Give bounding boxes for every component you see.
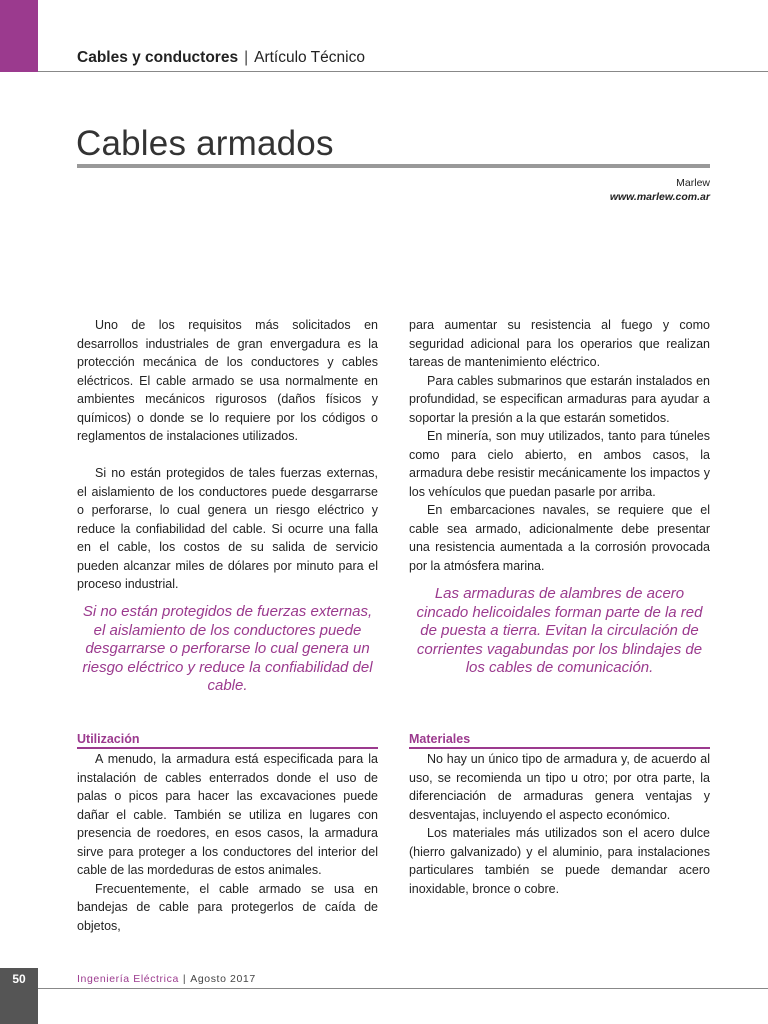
footer-magazine: Ingeniería Eléctrica bbox=[77, 973, 179, 985]
pull-quote-right: Las armaduras de alambres de acero cincado helicoidales forman parte de la red de puesta a tierra. Evitan la circulación de corrientes vagabundas por los blindajes de los cables de comunicación. bbox=[416, 585, 703, 676]
footer-issue: Agosto 2017 bbox=[190, 973, 256, 985]
paragraph: En embarcaciones navales, se requiere que el cable sea armado, adicionalmente debe presentar una resistencia aumentada a la corrosión provocada por la atmósfera marina. bbox=[409, 503, 710, 573]
author-block bbox=[610, 176, 710, 204]
paragraph: Los materiales más utilizados son el acero dulce (hierro galvanizado) y el aluminio, para instalaciones particulares también se puede demandar acero inoxidable, bronce o cobre. bbox=[409, 826, 710, 896]
materiales-body bbox=[409, 750, 710, 898]
running-footer bbox=[77, 973, 256, 985]
paragraph: No hay un único tipo de armadura y, de acuerdo al uso, se recomienda un tipo u otro; por otra parte, la diferenciación de armaduras genera ventajas y desventajas, incluyendo el aspecto económico. bbox=[409, 752, 710, 822]
paragraph: En minería, son muy utilizados, tanto para túneles como para cielo abierto, en ambos casos, la armadura debe resistir mecánicamente los impactos y los vehículos que puedan pasarle por arriba. bbox=[409, 429, 710, 499]
corner-accent-bar bbox=[0, 0, 38, 72]
utilizacion-body bbox=[77, 750, 378, 935]
paragraph: Si no están protegidos de tales fuerzas externas, el aislamiento de los conductores puede desgarrarse o perforarse, lo cual genera un riesgo eléctrico y reduce la confiabilidad del cable. Si ocurre una falla en el cable, los costos de su salida de servicio pueden alcanzar miles de dólares por minuto para el proceso industrial. bbox=[77, 466, 378, 591]
left-column bbox=[77, 316, 378, 594]
page-number: 50 bbox=[12, 972, 26, 986]
running-header bbox=[77, 49, 365, 67]
right-column bbox=[409, 316, 710, 575]
section-heading-materiales: Materiales bbox=[409, 732, 710, 749]
paragraph: A menudo, la armadura está especificada para la instalación de cables enterrados donde el uso de palas o picos para hacer las excavaciones puede dañar el cable. También se utiliza en lugares con presencia de roedores, en esos casos, la armadura sirve para proteger a los conductores del interior del cable de las mordeduras de estos animales. bbox=[77, 752, 378, 877]
paragraph: para aumentar su resistencia al fuego y como seguridad adicional para los operarios que realizan tareas de mantenimiento eléctrico. bbox=[409, 318, 710, 369]
section-heading-utilizacion: Utilización bbox=[77, 732, 378, 749]
header-separator: | bbox=[244, 49, 249, 66]
footer-separator: | bbox=[182, 973, 187, 985]
title-rule bbox=[77, 164, 710, 168]
paragraph: Para cables submarinos que estarán instalados en profundidad, se especifican armaduras para ayudar a soportar la presión a la que estarán sometidos. bbox=[409, 373, 710, 425]
author-website: www.marlew.com.ar bbox=[609, 191, 710, 203]
header-rule bbox=[38, 71, 768, 72]
footer-rule bbox=[38, 988, 768, 989]
pull-quote-left: Si no están protegidos de fuerzas externas, el aislamiento de los conductores puede desgarrarse o perforarse lo cual genera un riesgo eléctrico y reduce la confiabilidad del cable. bbox=[82, 603, 373, 694]
paragraph: Uno de los requisitos más solicitados en desarrollos industriales de gran envergadura es la protección mecánica de los conductores y cables eléctricos. El cable armado se usa normalmente en ambientes mecánicos rigurosos (daños físicos y químicos) o donde se lo requiere por los códigos o reglamentos de instalaciones utilizados. bbox=[77, 318, 378, 443]
paragraph: Frecuentemente, el cable armado se usa en bandejas de cable para protegerlos de caída de objetos, bbox=[77, 881, 378, 933]
author-name: Marlew bbox=[676, 177, 710, 189]
article-title: Cables armados bbox=[76, 124, 334, 163]
header-section: Cables y conductores bbox=[77, 49, 239, 66]
header-kind: Artículo Técnico bbox=[254, 49, 365, 66]
